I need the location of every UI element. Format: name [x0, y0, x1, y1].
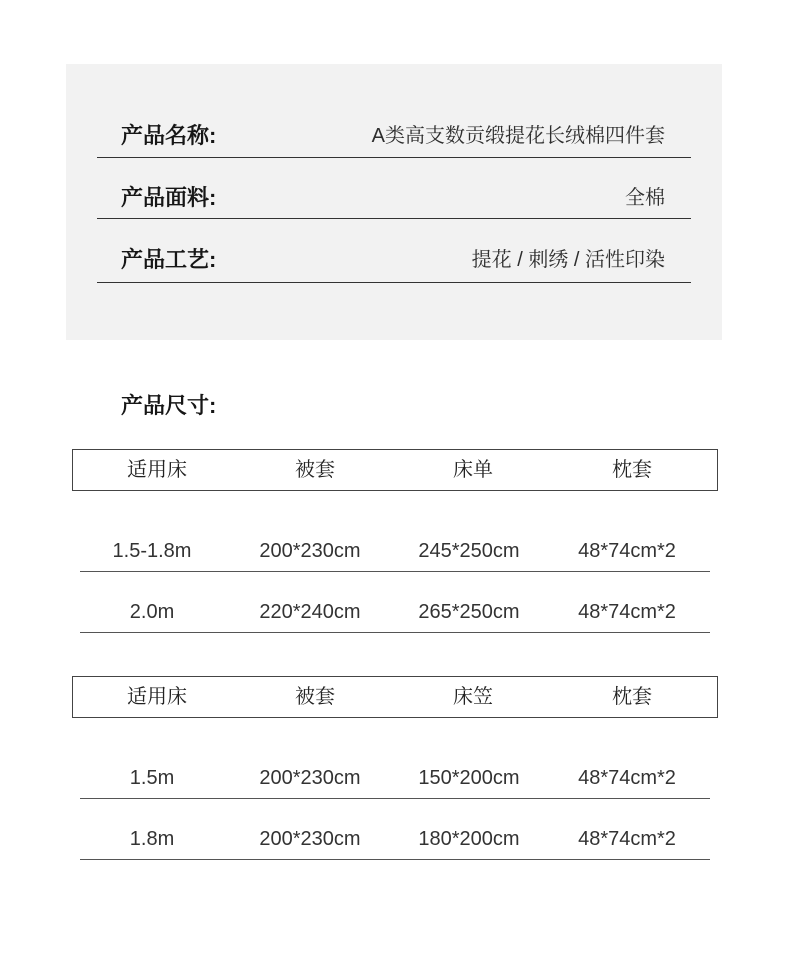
cell-duvet-cover-size: 220*240cm [259, 601, 361, 623]
info-label: 产品面料: [121, 185, 217, 210]
cell-bed-size: 1.8m [129, 828, 175, 850]
size-table-flat-sheet [0, 449, 790, 639]
info-row-product-name [97, 121, 691, 158]
info-value: A类高支数贡缎提花长绒棉四件套 [371, 125, 665, 147]
cell-bed-size: 2.0m [129, 601, 175, 623]
cell-sheet-size: 265*250cm [418, 601, 520, 623]
info-value: 全棉 [625, 187, 665, 209]
table-row [80, 536, 710, 572]
cell-sheet-size: 245*250cm [418, 540, 520, 562]
header-cell-sheet: 床单 [453, 459, 493, 481]
info-label: 产品工艺: [121, 247, 217, 272]
cell-fitted-sheet-size: 150*200cm [418, 767, 520, 789]
cell-fitted-sheet-size: 180*200cm [418, 828, 520, 850]
header-cell-duvet-cover: 被套 [295, 459, 335, 481]
header-cell-bed: 适用床 [127, 459, 187, 481]
size-table-fitted-sheet [0, 676, 790, 866]
cell-bed-size: 1.5-1.8m [112, 540, 192, 562]
cell-duvet-cover-size: 200*230cm [259, 540, 361, 562]
size-section-title: 产品尺寸: [121, 393, 217, 418]
header-cell-pillowcase: 枕套 [612, 686, 652, 708]
info-row-fabric [97, 183, 691, 219]
cell-pillowcase-size: 48*74cm*2 [578, 540, 676, 562]
header-cell-duvet-cover: 被套 [295, 686, 335, 708]
cell-pillowcase-size: 48*74cm*2 [578, 601, 676, 623]
info-label: 产品名称: [121, 123, 217, 148]
table-header [72, 449, 718, 491]
table-row [80, 763, 710, 799]
cell-duvet-cover-size: 200*230cm [259, 828, 361, 850]
table-header [72, 676, 718, 718]
info-row-craft [97, 245, 691, 283]
header-cell-fitted-sheet: 床笠 [453, 686, 493, 708]
table-row [80, 824, 710, 860]
info-value: 提花 / 刺绣 / 活性印染 [471, 249, 665, 271]
table-row [80, 597, 710, 633]
header-cell-bed: 适用床 [127, 686, 187, 708]
header-cell-pillowcase: 枕套 [612, 459, 652, 481]
cell-bed-size: 1.5m [129, 767, 175, 789]
cell-duvet-cover-size: 200*230cm [259, 767, 361, 789]
cell-pillowcase-size: 48*74cm*2 [578, 828, 676, 850]
product-info-panel [66, 64, 722, 340]
cell-pillowcase-size: 48*74cm*2 [578, 767, 676, 789]
